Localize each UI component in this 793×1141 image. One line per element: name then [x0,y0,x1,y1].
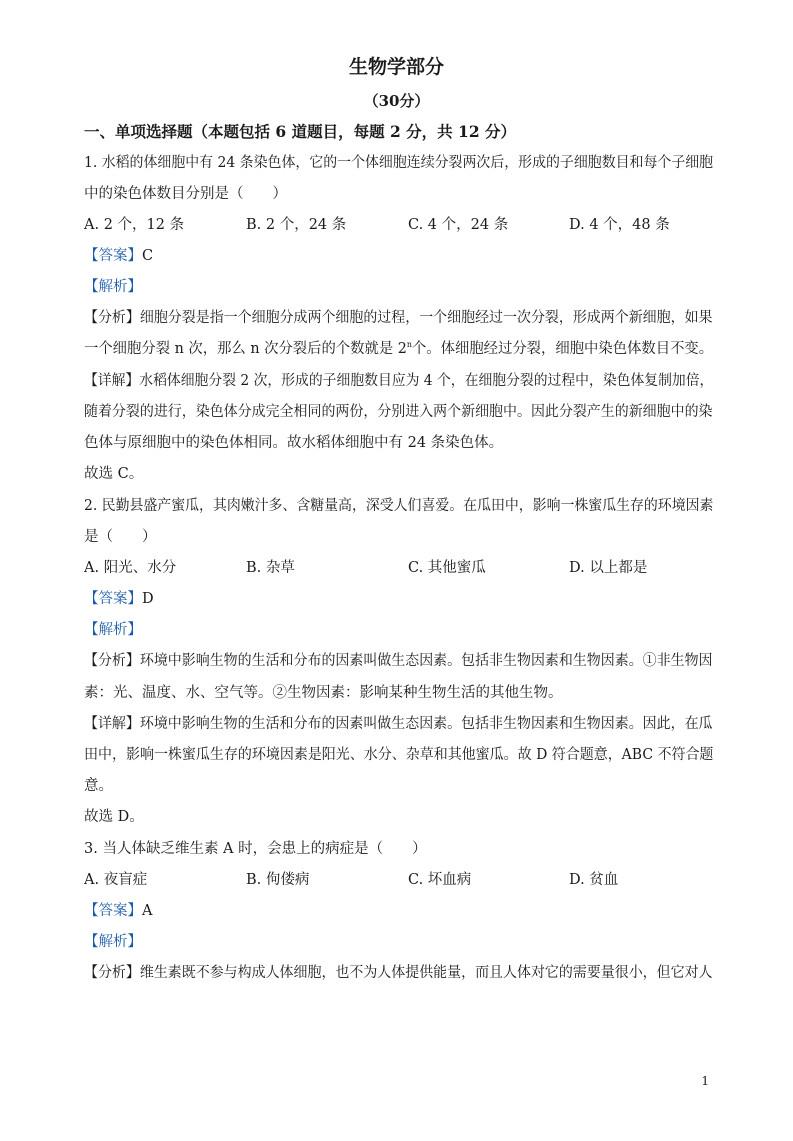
q3-option-b: B. 佝偻病 [246,872,310,888]
q2-option-d: D. 以上都是 [569,560,648,576]
xiangjie-tag: 【详解】 [84,716,140,732]
page-number: 1 [701,1074,709,1088]
q2-detail-line-2: 田中，影响一株蜜瓜生存的环境因素是阳光、水分、杂草和其他蜜瓜。故 D 符合题意，ABC 不符合题 [84,747,714,763]
q1-answer [84,246,153,266]
q1-option-c: C. 4 个，24 条 [408,217,509,233]
q2-detail-line-3: 意。 [84,778,113,794]
q2-detail-line-1: 【详解】环境中影响生物的生活和分布的因素叫做生态因素。包括非生物因素和生物因素。因此，在瓜 [84,716,713,732]
q1-fenxi-line-1: 【分析】细胞分裂是指一个细胞分成两个细胞的过程，一个细胞经过一次分裂，形成两个新细胞，如果 [84,310,713,326]
xiangjie-tag: 【详解】 [84,373,140,389]
q3-fenxi-line-1: 【分析】维生素既不参与构成人体细胞，也不为人体提供能量，而且人体对它的需要量很小，但它对人 [84,965,713,981]
q1-fenxi-line-2: 一个细胞分裂 n 次，那么 n 次分裂后的个数就是 2$^n$个。体细胞经过分裂，细胞中染色体数目不变。 [84,340,714,357]
q2-option-b: B. 杂草 [246,560,295,576]
q2-option-a: A. 阳光、水分 [84,560,177,576]
q2-answer [84,589,154,609]
answer-value: C [142,248,154,264]
q3-analysis-tag: 【解析】 [84,934,142,950]
q1-detail-line-3: 色体与原细胞中的染色体相同。故水稻体细胞中有 24 条染色体。 [84,435,504,451]
q1-option-b: B. 2 个，24 条 [246,217,347,233]
fenxi-tag: 【分析】 [84,653,140,669]
answer-tag: 【答案】 [84,248,142,264]
answer-tag: 【答案】 [84,591,142,607]
answer-tag: 【答案】 [84,903,142,919]
fenxi-tag: 【分析】 [84,965,140,981]
q1-analysis-tag: 【解析】 [84,279,142,295]
q2-conclusion: 故选 D。 [84,809,144,825]
q1-conclusion: 故选 C。 [84,466,144,482]
q2-stem-line-1: 2. 民勤县盛产蜜瓜，其肉嫩汁多、含糖量高，深受人们喜爱。在瓜田中，影响一株蜜瓜生存的环境因素 [84,498,714,514]
page-title: 生物学部分 [348,56,444,78]
fenxi-tag: 【分析】 [84,310,140,326]
q3-stem-line-1: 3. 当人体缺乏维生素 A 时，会患上的病症是（ ） [84,841,427,857]
q2-fenxi-line-2: 素：光、温度、水、空气等。②生物因素：影响某种生物生活的其他生物。 [84,685,563,701]
score-subtitle: （30分） [363,92,430,110]
section-heading: 一、单项选择题（本题包括 6 道题目，每题 2 分，共 12 分） [84,122,517,141]
answer-value: D [142,591,154,607]
q3-option-c: C. 坏血病 [408,872,472,888]
q2-fenxi-line-1: 【分析】环境中影响生物的生活和分布的因素叫做生态因素。包括非生物因素和生物因素。①非生物因 [84,653,713,669]
q1-option-d: D. 4 个，48 条 [569,217,670,233]
q1-detail-line-1: 【详解】水稻体细胞分裂 2 次，形成的子细胞数目应为 4 个，在细胞分裂的过程中，染色体复制加倍， [84,373,714,389]
q1-stem-line-2: 中的染色体数目分别是（ ） [84,186,287,202]
q1-stem-line-1: 1. 水稻的体细胞中有 24 条染色体，它的一个体细胞连续分裂两次后，形成的子细胞数目和每个子细胞 [84,155,714,171]
q3-option-d: D. 贫血 [569,872,619,888]
q1-option-a: A. 2 个，12 条 [84,217,185,233]
answer-value: A [142,903,153,919]
q3-option-a: A. 夜盲症 [84,872,148,888]
q2-option-c: C. 其他蜜瓜 [408,560,486,576]
q2-stem-line-2: 是（ ） [84,529,157,545]
q3-answer [84,901,152,921]
q2-analysis-tag: 【解析】 [84,622,142,638]
q1-detail-line-2: 随着分裂的进行，染色体分成完全相同的两份，分别进入两个新细胞中。因此分裂产生的新细胞中的染 [84,404,713,420]
